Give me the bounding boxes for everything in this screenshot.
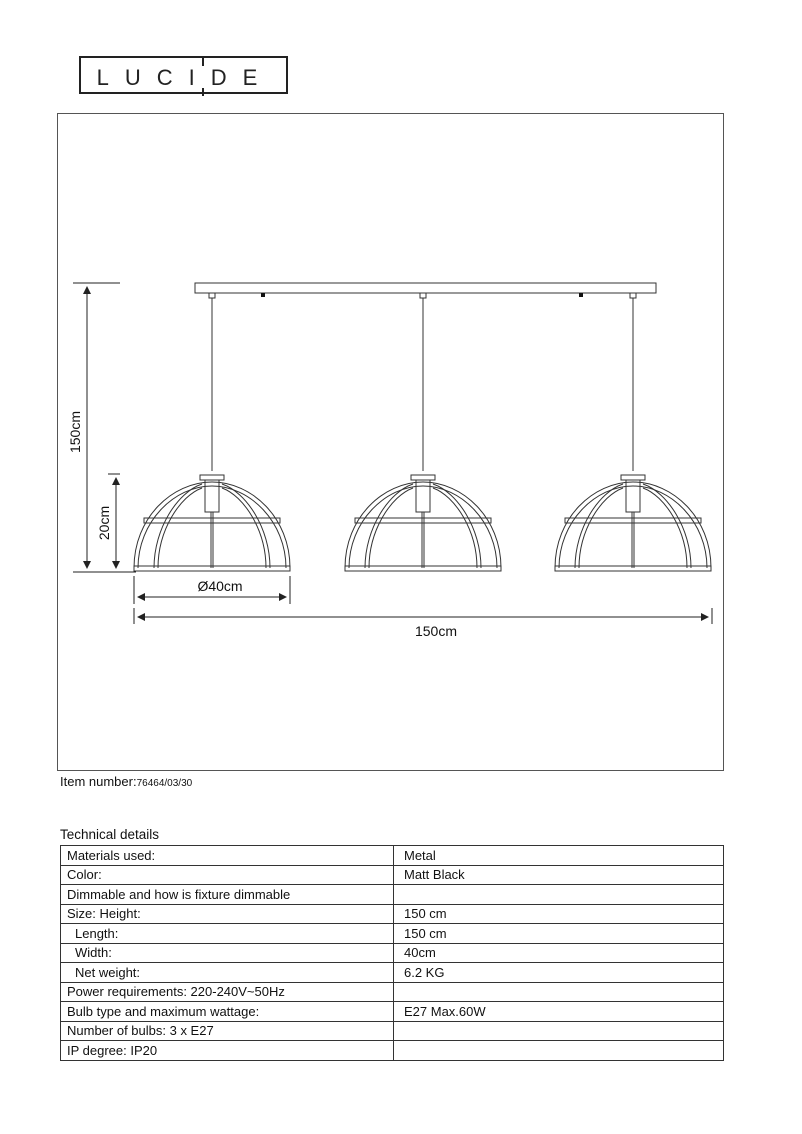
canopy-screw bbox=[579, 293, 583, 297]
technical-drawing bbox=[57, 113, 724, 771]
spec-value: E27 Max.60W bbox=[394, 1002, 724, 1022]
table-row bbox=[61, 846, 724, 866]
spec-value: 40cm bbox=[394, 943, 724, 963]
item-number-value: 76464/03/30 bbox=[136, 778, 193, 789]
table-row bbox=[61, 924, 724, 944]
spec-label: Dimmable and how is fixture dimmable bbox=[61, 885, 394, 905]
length-dimension-label: 150cm bbox=[414, 623, 458, 639]
spec-label: Materials used: bbox=[61, 846, 394, 866]
brand-logo bbox=[79, 56, 288, 94]
item-number bbox=[60, 774, 192, 789]
pendant-shade bbox=[555, 475, 711, 571]
spec-label: Power requirements: 220-240V~50Hz bbox=[61, 982, 394, 1002]
table-row bbox=[61, 1041, 724, 1061]
table-row bbox=[61, 943, 724, 963]
spec-label: IP degree: IP20 bbox=[61, 1041, 394, 1061]
cord-mount bbox=[420, 293, 426, 298]
height-dimension-label: 150cm bbox=[67, 410, 83, 454]
table-row bbox=[61, 904, 724, 924]
spec-value: Matt Black bbox=[394, 865, 724, 885]
technical-details-table bbox=[60, 845, 724, 1061]
pendant-shade bbox=[345, 475, 501, 571]
spec-label: Width: bbox=[61, 943, 394, 963]
spec-label: Color: bbox=[61, 865, 394, 885]
table-row bbox=[61, 963, 724, 983]
table-row bbox=[61, 1021, 724, 1041]
spec-value bbox=[394, 982, 724, 1002]
item-number-label: Item number: bbox=[60, 774, 137, 789]
table-row bbox=[61, 885, 724, 905]
spec-label: Net weight: bbox=[61, 963, 394, 983]
cord-mount bbox=[630, 293, 636, 298]
table-row bbox=[61, 865, 724, 885]
shade-height-dimension-label: 20cm bbox=[96, 505, 112, 541]
drawing-canvas bbox=[58, 114, 725, 772]
diameter-dimension-label: Ø40cm bbox=[197, 578, 243, 594]
technical-details-title: Technical details bbox=[60, 827, 160, 842]
spec-label: Bulb type and maximum wattage: bbox=[61, 1002, 394, 1022]
spec-value: 150 cm bbox=[394, 924, 724, 944]
spec-label: Length: bbox=[61, 924, 394, 944]
table-row bbox=[61, 1002, 724, 1022]
spec-value: 6.2 KG bbox=[394, 963, 724, 983]
logo-text: LUCIDE bbox=[96, 65, 274, 90]
spec-value: Metal bbox=[394, 846, 724, 866]
table-row bbox=[61, 982, 724, 1002]
spec-label: Size: Height: bbox=[61, 904, 394, 924]
canopy-screw bbox=[261, 293, 265, 297]
spec-value: 150 cm bbox=[394, 904, 724, 924]
canopy-bar bbox=[195, 283, 656, 293]
spec-value bbox=[394, 885, 724, 905]
spec-label: Number of bulbs: 3 x E27 bbox=[61, 1021, 394, 1041]
pendant-shade bbox=[134, 475, 290, 571]
spec-value bbox=[394, 1041, 724, 1061]
cord-mount bbox=[209, 293, 215, 298]
spec-value bbox=[394, 1021, 724, 1041]
logo-graphic bbox=[81, 58, 290, 96]
